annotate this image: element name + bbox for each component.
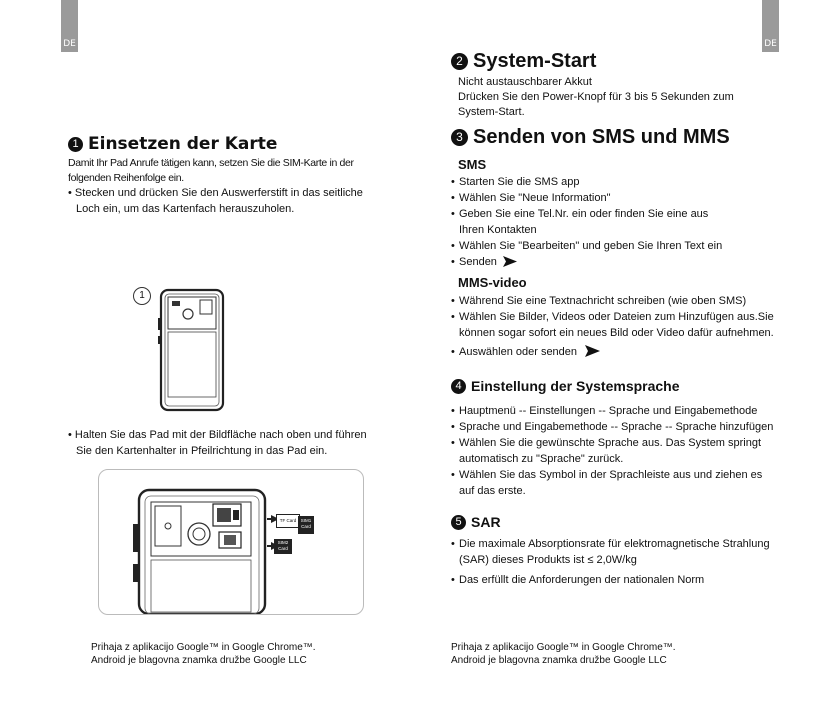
sim-card: SIM1 Card <box>298 516 314 534</box>
list-item: • Während Sie eine Textnachricht schreiben (wie oben SMS) <box>451 294 791 309</box>
system-language-list <box>451 404 791 499</box>
list-item: • Das erfüllt die Anforderungen der nationalen Norm <box>451 573 791 588</box>
section-number-badge: 4 <box>451 379 466 394</box>
mms-steps-list <box>451 294 791 361</box>
list-item-continuation: können sogar sofort ein neues Bild oder Video dafür aufnehmen. <box>459 327 774 339</box>
send-arrow-icon <box>503 256 517 267</box>
footer-line: Android je blagovna znamka družbe Google LLC <box>91 655 307 666</box>
text-line: System-Start. <box>458 106 525 118</box>
section-system-start-heading <box>451 50 596 73</box>
list-item: • Wählen Sie das Symbol in der Sprachleiste aus und ziehen es <box>451 468 791 483</box>
list-item: • Wählen Sie die gewünschte Sprache aus. Das System springt <box>451 436 791 451</box>
step-line: • Halten Sie das Pad mit der Bildfläche nach oben und führen <box>68 429 367 441</box>
right-footer <box>451 641 751 667</box>
list-item: • Wählen Sie Bilder, Videos oder Dateien zum Hinzufügen aus.Sie <box>451 310 791 325</box>
list-item: • Auswählen oder senden <box>451 345 791 360</box>
insert-card-intro <box>68 156 398 186</box>
section-sar-heading <box>451 514 501 532</box>
intro-line: Damit Ihr Pad Anrufe tätigen kann, setzen Sie die SIM-Karte in der <box>68 157 354 169</box>
card-insertion-figure <box>98 469 364 615</box>
sar-list <box>451 537 791 589</box>
section-title: Einsetzen der Karte <box>88 134 278 154</box>
list-item-continuation: automatisch zu "Sprache" zurück. <box>459 453 624 465</box>
section-number-badge: 2 <box>451 53 468 70</box>
section-number-badge: 3 <box>451 129 468 146</box>
section-sms-mms-heading <box>451 126 730 149</box>
insert-card-step-2 <box>68 427 388 459</box>
list-item-continuation: auf das erste. <box>459 485 526 497</box>
phone-internal-illustration <box>129 484 269 614</box>
step-line: Loch ein, um das Kartenfach herauszuholen. <box>76 203 295 215</box>
intro-line: folgenden Reihenfolge ein. <box>68 172 184 184</box>
list-item: • Wählen Sie "Neue Information" <box>451 191 781 206</box>
list-item: • Wählen Sie "Bearbeiten" und geben Sie Ihren Text ein <box>451 239 781 254</box>
step-line: Sie den Kartenhalter in Pfeilrichtung in das Pad ein. <box>76 445 328 457</box>
sim-card: SIM2 Card <box>274 539 292 554</box>
left-footer <box>91 641 391 667</box>
language-tab-right <box>762 0 779 52</box>
figure-number-marker: 1 <box>133 287 151 305</box>
footer-line: Android je blagovna znamka družbe Google LLC <box>451 655 667 666</box>
footer-line: Prihaja z aplikacijo Google™ in Google Chrome™. <box>91 642 316 653</box>
language-tab-left-label: DE <box>63 39 76 49</box>
language-tab-left <box>61 0 78 52</box>
text-line: Nicht austauschbarer Akkut <box>458 76 592 88</box>
system-start-text <box>458 75 778 120</box>
mms-subheading: MMS-video <box>458 275 527 290</box>
step-line: • Stecken und drücken Sie den Auswerferstift in das seitliche <box>68 187 363 199</box>
list-item-continuation: (SAR) dieses Produkts ist ≤ 2,0W/kg <box>459 554 637 566</box>
list-item: • Starten Sie die SMS app <box>451 175 781 190</box>
section-number-badge: 5 <box>451 515 466 530</box>
insert-card-step-1 <box>68 185 398 217</box>
section-title: System-Start <box>473 50 597 72</box>
language-tab-right-label: DE <box>764 39 777 49</box>
sms-subheading: SMS <box>458 157 487 172</box>
section-title: Senden von SMS und MMS <box>473 126 730 148</box>
section-title: SAR <box>471 514 501 530</box>
section-title: Einstellung der Systemsprache <box>471 378 680 394</box>
text-line: Drücken Sie den Power-Knopf für 3 bis 5 Sekunden zum <box>458 91 734 103</box>
list-item-continuation: Ihren Kontakten <box>459 224 537 236</box>
list-item: • Sprache und Eingabemethode -- Sprache -- Sprache hinzufügen <box>451 420 791 435</box>
phone-card-tray-illustration <box>158 288 226 412</box>
list-item: • Hauptmenü -- Einstellungen -- Sprache und Eingabemethode <box>451 404 791 419</box>
section-number-badge: 1 <box>68 137 83 152</box>
section-system-language-heading <box>451 378 680 396</box>
list-item: • Senden <box>451 255 781 270</box>
footer-line: Prihaja z aplikacijo Google™ in Google Chrome™. <box>451 642 676 653</box>
tf-card: TF Card <box>276 514 300 528</box>
list-item: • Geben Sie eine Tel.Nr. ein oder finden Sie eine aus <box>451 207 781 222</box>
send-arrow-icon <box>585 345 600 357</box>
list-item: • Die maximale Absorptionsrate für elektromagnetische Strahlung <box>451 537 791 552</box>
sms-steps-list <box>451 175 781 271</box>
section-insert-card-heading <box>68 134 277 154</box>
